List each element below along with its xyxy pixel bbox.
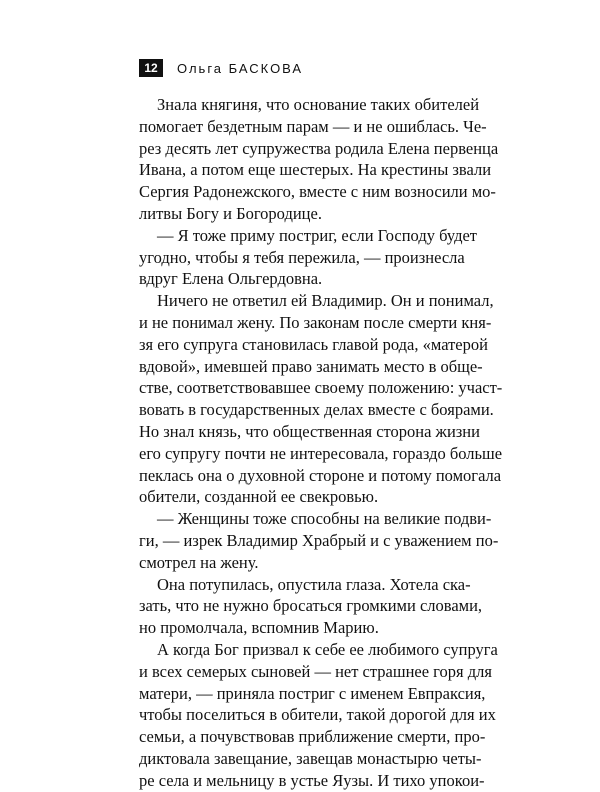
text-line: матери, — приняла постриг с именем Евпраксия, <box>139 683 486 703</box>
text-line: обители, созданной ее свекровью. <box>139 487 379 507</box>
body-text <box>139 94 503 792</box>
text-line: Знала княгиня, что основание таких обителей <box>157 95 480 114</box>
text-line: его супругу почти не интересовала, гораздо больше <box>139 443 503 463</box>
text-line: Но знал князь, что общественная сторона жизни <box>139 421 480 441</box>
text-line: и всех семерых сыновей — нет страшнее горя для <box>139 661 492 681</box>
author-name: Ольга БАСКОВА <box>177 60 304 76</box>
text-line: зя его супруга становилась главой рода, «матерой <box>139 334 488 354</box>
text-line: смотрел на жену. <box>139 552 259 572</box>
text-line: но промолчала, вспомнив Марию. <box>139 618 379 638</box>
text-line: помогает бездетным парам — и не ошиблась. Че- <box>139 116 487 136</box>
text-line: — Женщины тоже способны на великие подви- <box>157 509 492 529</box>
text-line: Она потупилась, опустила глаза. Хотела ска- <box>157 574 471 594</box>
text-line: А когда Бог призвал к себе ее любимого супруга <box>157 639 498 659</box>
page-number: 12 <box>139 59 163 77</box>
text-line: ре села и мельницу в устье Яузы. И тихо упокои- <box>139 770 485 790</box>
text-line: вовать в государственных делах вместе с боярами. <box>139 400 494 420</box>
text-line: Ничего не ответил ей Владимир. Он и понимал, <box>157 291 494 311</box>
text-line: зать, что не нужно бросаться громкими словами, <box>139 596 483 616</box>
text-line: стве, соответствовавшее своему положению: участ- <box>139 378 503 398</box>
text-line: диктовала завещание, завещав монастырю четы- <box>139 748 482 768</box>
text-line: ги, — изрек Владимир Храбрый и с уважением по- <box>139 530 499 550</box>
text-line: — Я тоже приму постриг, если Господу будет <box>157 225 478 245</box>
text-line: вдовой», имевшей право занимать место в обще- <box>139 356 483 376</box>
running-header <box>139 58 303 78</box>
text-line: рез десять лет супружества родила Елена первенца <box>139 138 499 158</box>
text-line: вдруг Елена Ольгердовна. <box>139 269 323 289</box>
text-line: чтобы поселиться в обители, такой дорогой для их <box>139 705 496 725</box>
text-line: и не понимал жену. По законам после смерти кня- <box>139 312 492 332</box>
text-line: Ивана, а потом еще шестерых. На крестины звали <box>139 160 492 180</box>
text-line: угодно, чтобы я тебя пережила, — произнесла <box>139 247 465 267</box>
text-line: литвы Богу и Богородице. <box>139 203 322 223</box>
text-line: пеклась она о духовной стороне и потому помогала <box>139 465 502 485</box>
text-line: семьи, а почувствовав приближение смерти, про- <box>139 727 486 747</box>
text-line: Сергия Радонежского, вместе с ним возносили мо- <box>139 182 496 202</box>
